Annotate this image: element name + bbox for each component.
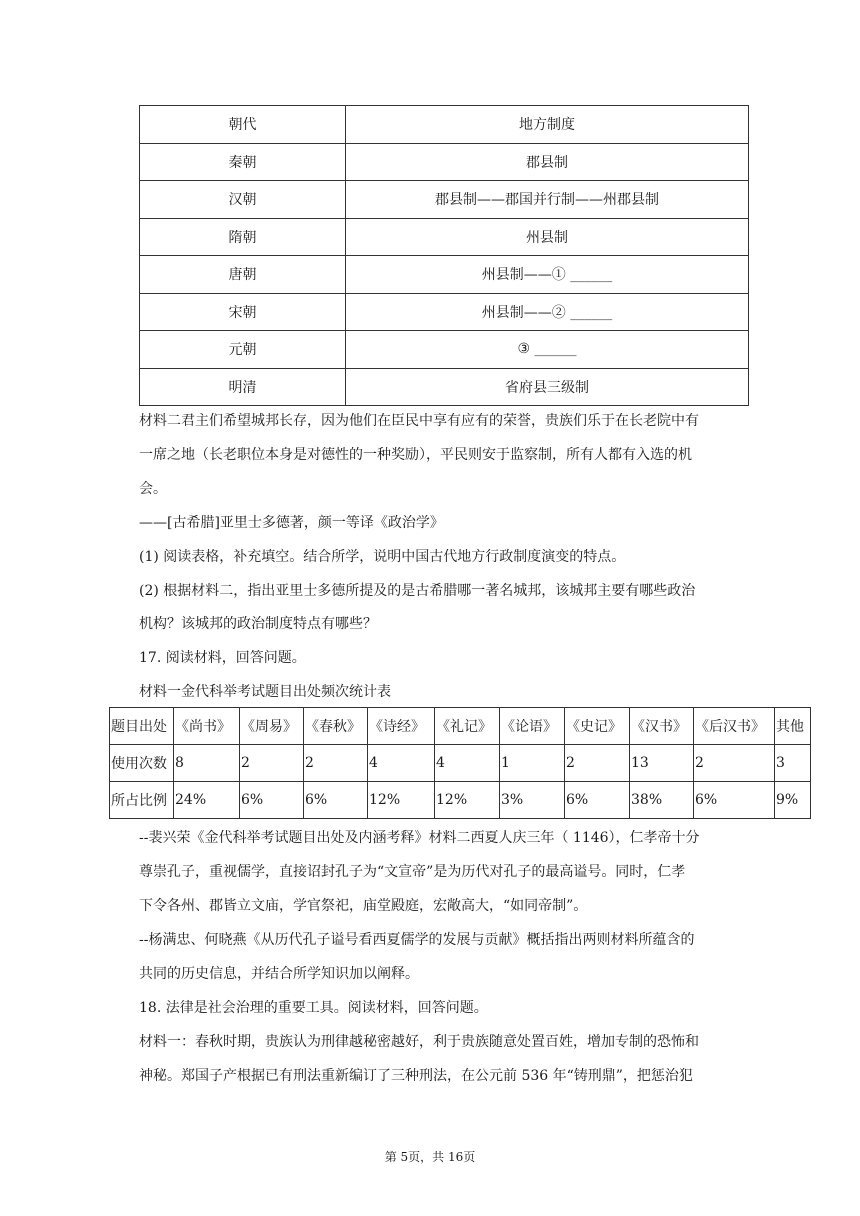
material-text: 材料一：春秋时期，贵族认为刑律越秘密越好，利于贵族随意处置百姓，增加专制的恐怖和 xyxy=(139,1034,699,1050)
table-cell: 8 xyxy=(174,745,240,782)
table-cell: 2 xyxy=(694,745,775,782)
table-row xyxy=(140,256,749,294)
question-heading: 18. 法律是社会治理的重要工具。阅读材料，回答问题。 xyxy=(139,1000,488,1016)
table-cell: 《礼记》 xyxy=(435,708,500,745)
table-cell: 其他 xyxy=(775,708,811,745)
table-cell: 38% xyxy=(630,782,694,819)
material-text: 共同的历史信息，并结合所学知识加以阐释。 xyxy=(139,966,419,982)
material-text: 会。 xyxy=(139,481,167,497)
table-cell: 所占比例 xyxy=(110,782,174,819)
table-cell: 12% xyxy=(368,782,435,819)
table-cell: 1 xyxy=(500,745,565,782)
table-cell: 6% xyxy=(565,782,630,819)
table-cell: 6% xyxy=(694,782,775,819)
table-cell: 24% xyxy=(174,782,240,819)
table-cell: 《诗经》 xyxy=(368,708,435,745)
table-cell: 题目出处 xyxy=(110,708,174,745)
table-cell: 4 xyxy=(368,745,435,782)
question-text: 机构？该城邦的政治制度特点有哪些？ xyxy=(139,616,377,632)
table-cell: 明清 xyxy=(140,368,346,406)
table-cell: 4 xyxy=(435,745,500,782)
table-cell: 《春秋》 xyxy=(304,708,368,745)
material-text: 材料二君主们希望城邦长存，因为他们在臣民中享有应有的荣誉，贵族们乐于在长老院中有 xyxy=(139,413,699,429)
material-text: 神秘。郑国子产根据已有刑法重新编订了三种刑法，在公元前 536 年“铸刑鼎”，把惩治犯 xyxy=(139,1068,693,1084)
question-heading: 17. 阅读材料，回答问题。 xyxy=(139,650,306,666)
table-cell: 隋朝 xyxy=(140,218,346,256)
local-system-table xyxy=(139,105,749,406)
material-text: 一席之地（长老职位本身是对德性的一种奖励），平民则安于监察制，所有人都有入选的机 xyxy=(139,447,692,463)
table-cell: 朝代 xyxy=(140,106,346,144)
table-cell: 2 xyxy=(565,745,630,782)
table-cell: 使用次数 xyxy=(110,745,174,782)
table-cell: 3 xyxy=(775,745,811,782)
table-cell: 郡县制 xyxy=(346,143,749,181)
table-cell: 《后汉书》 xyxy=(694,708,775,745)
table-cell: 《周易》 xyxy=(240,708,304,745)
table-cell: 6% xyxy=(304,782,368,819)
page-number: 第 5页，共 16页 xyxy=(384,1150,476,1164)
material-text: 尊崇孔子，重视儒学，直接诏封孔子为“文宣帝”是为历代对孔子的最高谥号。同时，仁孝 xyxy=(139,864,686,880)
table-cell: 《论语》 xyxy=(500,708,565,745)
question-text: (1) 阅读表格，补充填空。结合所学，说明中国古代地方行政制度演变的特点。 xyxy=(139,549,626,565)
table-cell: 2 xyxy=(240,745,304,782)
table-cell: 州县制——① ______ xyxy=(346,256,749,294)
table-cell: 汉朝 xyxy=(140,181,346,219)
table-cell: 宋朝 xyxy=(140,293,346,331)
table-row xyxy=(140,106,749,144)
table-cell: ③ ______ xyxy=(346,331,749,369)
material-text: --杨满忠、何晓燕《从历代孔子谥号看西夏儒学的发展与贡献》概括指出两则材料所蕴含的 xyxy=(139,932,695,948)
table-cell: 6% xyxy=(240,782,304,819)
table-cell: 省府县三级制 xyxy=(346,368,749,406)
table-cell: 12% xyxy=(435,782,500,819)
table-row xyxy=(140,181,749,219)
table-row xyxy=(110,745,811,782)
table-cell: 3% xyxy=(500,782,565,819)
table-cell: 郡县制——郡国并行制——州郡县制 xyxy=(346,181,749,219)
exam-source-table xyxy=(109,707,811,819)
table-row xyxy=(140,368,749,406)
table-cell: 9% xyxy=(775,782,811,819)
table-row xyxy=(140,143,749,181)
table-row xyxy=(110,782,811,819)
table-caption: 材料一金代科举考试题目出处频次统计表 xyxy=(139,684,391,700)
table-cell: 《汉书》 xyxy=(630,708,694,745)
table-cell: 地方制度 xyxy=(346,106,749,144)
material-text: --裴兴荣《金代科举考试题目出处及内涵考释》材料二西夏人庆三年（ 1146），仁孝帝十分 xyxy=(139,830,700,846)
material-text: 下令各州、郡皆立文庙，学官祭祀，庙堂殿庭，宏敞高大，“如同帝制”。 xyxy=(139,898,588,914)
question-text: (2) 根据材料二，指出亚里士多德所提及的是古希腊哪一著名城邦，该城邦主要有哪些政治 xyxy=(139,583,696,599)
table-cell: 13 xyxy=(630,745,694,782)
table-cell: 州县制 xyxy=(346,218,749,256)
table-cell: 元朝 xyxy=(140,331,346,369)
table-cell: 《史记》 xyxy=(565,708,630,745)
table-row xyxy=(110,708,811,745)
table-row xyxy=(140,293,749,331)
source-citation: ——[古希腊]亚里士多德著，颜一等译《政治学》 xyxy=(139,515,444,531)
table-cell: 《尚书》 xyxy=(174,708,240,745)
table-cell: 秦朝 xyxy=(140,143,346,181)
table-cell: 州县制——② ______ xyxy=(346,293,749,331)
table-cell: 2 xyxy=(304,745,368,782)
table-row xyxy=(140,218,749,256)
table-row xyxy=(140,331,749,369)
table-cell: 唐朝 xyxy=(140,256,346,294)
